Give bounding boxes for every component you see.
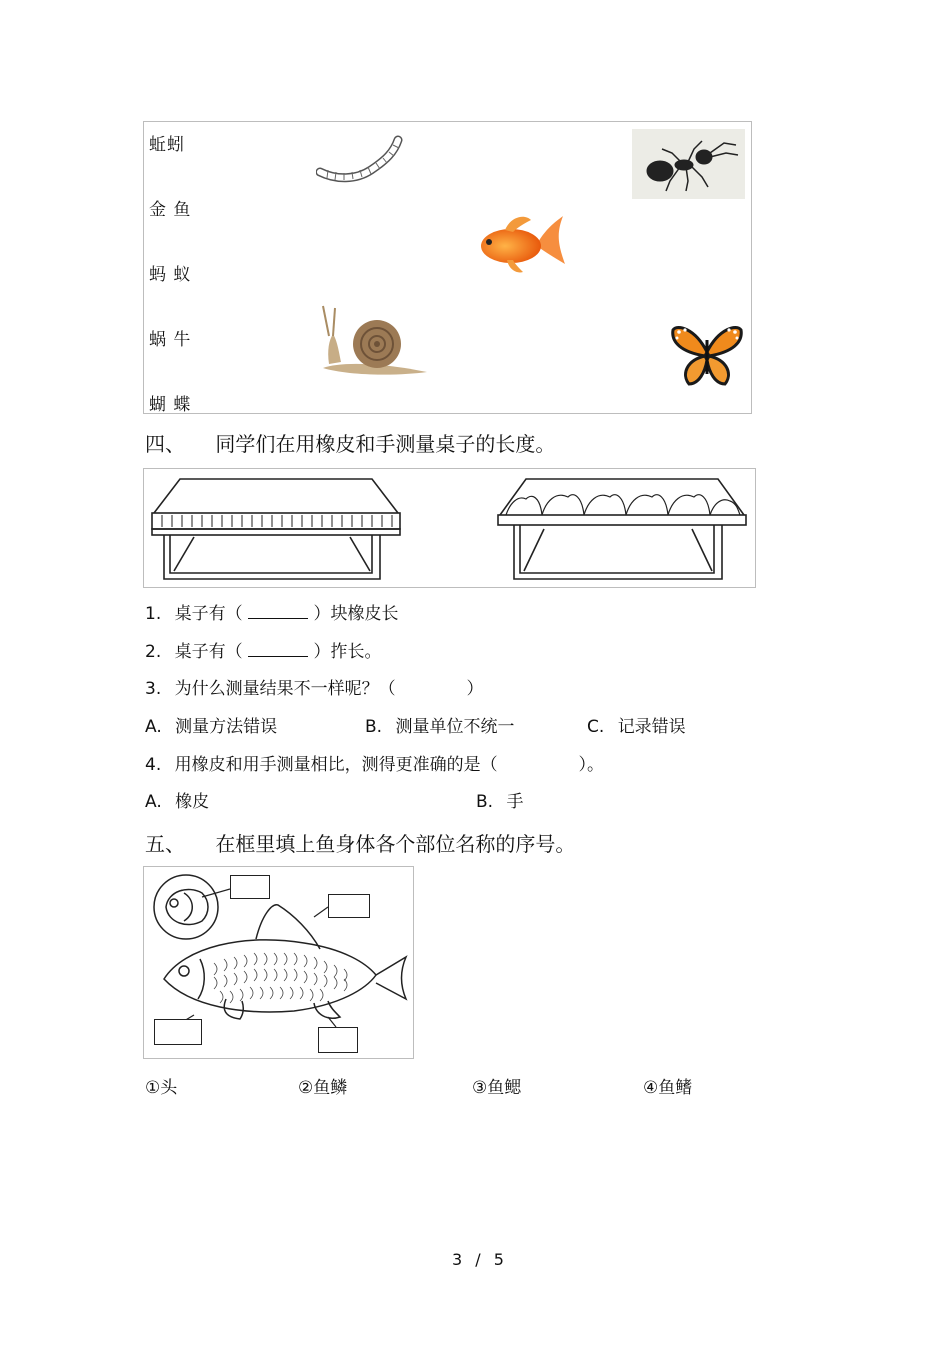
page-separator: / [475,1250,481,1269]
animal-label-butterfly: 蝴 蝶 [149,395,192,415]
fish-answer-box-head[interactable] [154,1019,202,1045]
option-4-4-b[interactable]: B. 手 [476,792,524,812]
fish-answer-box-fin[interactable] [328,894,370,918]
page-total: 5 [493,1250,504,1269]
table-measurement-figure [143,468,756,588]
question-4-2: 2. 桌子有（ ）拃长。 [145,642,382,662]
answer-blank-q2[interactable] [248,642,308,657]
fish-part-1: ①头 [145,1078,178,1098]
animal-label-ant: 蚂 蚁 [149,265,192,285]
section5-number: 五、 [145,832,185,856]
fish-part-3: ③鱼鳃 [472,1078,522,1098]
section4-heading [145,428,555,457]
animal-label-earthworm: 蚯蚓 [149,135,185,155]
option-4-3-a[interactable]: A. 测量方法错误 [145,717,278,737]
page-number [452,1250,504,1269]
fish-answer-box-gill[interactable] [230,875,270,899]
question-4-4: 4. 用橡皮和用手测量相比，测得更准确的是（ ）。 [145,755,604,775]
option-4-3-c[interactable]: C. 记录错误 [587,717,686,737]
answer-blank-q1[interactable] [248,604,308,619]
animal-label-goldfish: 金 鱼 [149,200,192,220]
fish-part-4: ④鱼鳍 [643,1078,693,1098]
question-4-3: 3. 为什么测量结果不一样呢？（ ） [145,679,484,699]
goldfish-image [477,212,565,276]
animal-label-snail: 蜗 牛 [149,330,192,350]
section5-title: 在框里填上鱼身体各个部位名称的序号。 [215,832,576,856]
animal-matching-panel [143,121,752,414]
section5-heading [145,828,575,857]
fish-answer-box-scale[interactable] [318,1027,358,1053]
option-4-4-a[interactable]: A. 橡皮 [145,792,210,812]
option-4-3-b[interactable]: B. 测量单位不统一 [365,717,515,737]
fish-part-2: ②鱼鳞 [298,1078,348,1098]
butterfly-image [671,322,743,388]
section4-title: 同学们在用橡皮和手测量桌子的长度。 [215,432,556,456]
section4-number: 四、 [145,432,185,456]
ant-image [632,129,745,199]
table-with-erasers-illustration [150,475,402,585]
page-current: 3 [452,1250,463,1269]
snail-image [319,304,431,378]
earthworm-image [316,132,406,184]
fish-diagram [143,866,414,1059]
table-with-hands-illustration [496,473,748,585]
question-4-1: 1. 桌子有（ ）块橡皮长 [145,604,399,624]
